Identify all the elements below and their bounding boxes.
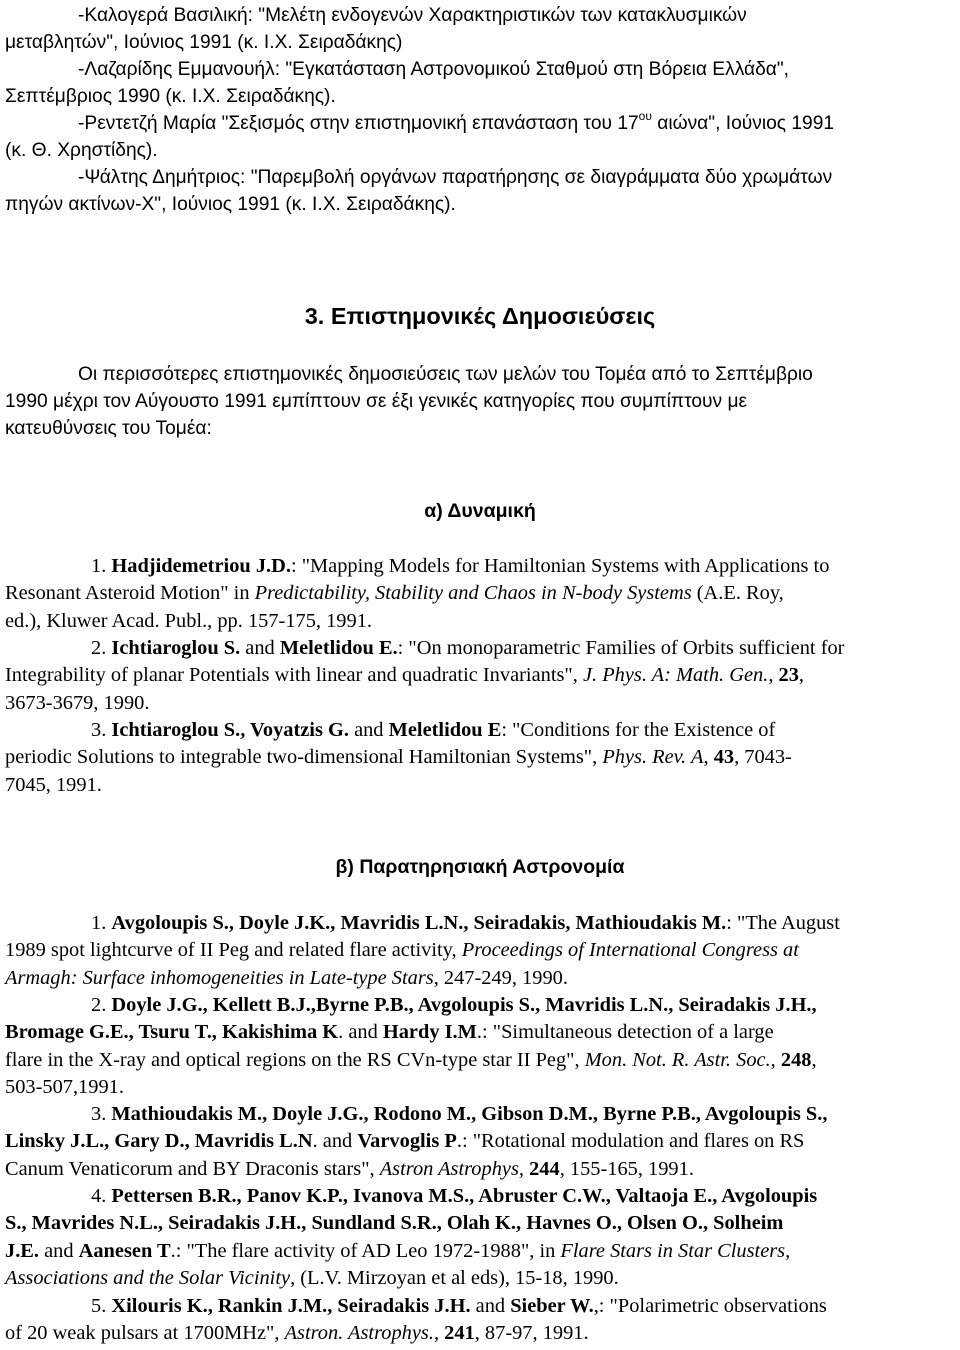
pub-authors: Meletlidou E	[388, 719, 502, 741]
entry-line: μεταβλητών", Ιούνιος 1991 (κ. Ι.Χ. Σειραδάκης)	[5, 32, 403, 53]
pub-source: Phys. Rev. A,	[602, 746, 709, 769]
pub-authors: Sieber W.	[510, 1295, 594, 1317]
pub-text: flare in the X-ray and optical regions on the RS CVn-type star II Peg",	[5, 1048, 585, 1071]
pub-text: , 155-165, 1991.	[559, 1157, 694, 1180]
entry-line: Σεπτέμβριος 1990 (κ. Ι.Χ. Σειραδάκης).	[5, 86, 336, 107]
pub-text: Canum Venaticorum and BY Draconis stars",	[5, 1157, 380, 1180]
pub-text: of 20 weak pulsars at 1700MHz",	[5, 1322, 285, 1345]
pub-source: Proceedings of International Congress at	[461, 939, 799, 962]
pub-authors: Hardy I.M	[382, 1021, 477, 1044]
pub-text: ,	[770, 1048, 781, 1071]
pub-text: (A.E. Roy,	[691, 582, 784, 605]
entry-line: πηγών ακτίνων-Χ", Ιούνιος 1991 (κ. Ι.Χ. Σειραδάκης).	[5, 194, 456, 215]
pub-text: , 87-97, 1991.	[474, 1322, 589, 1345]
entry-line: -Ρεντετζή Μαρία "Σεξισμός στην επιστημονική επανάσταση του 17	[78, 113, 639, 134]
pub-number: 1.	[91, 912, 107, 934]
pub-text: and	[348, 719, 389, 741]
pub-authors: Meletlidou E.	[279, 637, 398, 659]
pub-authors: Mathioudakis M., Doyle J.G., Rodono M., Gibson D.M., Byrne P.B., Avgoloupis S.,	[111, 1103, 828, 1125]
pub-text: ,	[433, 1322, 445, 1345]
publication-entry	[5, 717, 957, 799]
pub-text: and	[240, 637, 280, 659]
pub-text: .: "Simultaneous detection of a large	[476, 1021, 774, 1044]
pub-source: Flare Stars in Star Clusters,	[560, 1239, 791, 1262]
pub-authors: Aanesen T	[78, 1239, 171, 1262]
pub-text: 1989 spot lightcurve of II Peg and related flare activity,	[5, 939, 462, 962]
pub-source: Astron. Astrophys.	[284, 1322, 434, 1345]
pub-authors: S., Mavrides N.L., Seiradakis J.H., Sundland S.R., Olah K., Havnes O., Olsen O., Solheim	[5, 1212, 784, 1235]
pub-text: ed.), Kluwer Acad. Publ., pp. 157-175, 1991.	[5, 609, 372, 632]
pub-source: Armagh: Surface inhomogeneities in Late-type Stars	[5, 966, 434, 989]
subsection-title-dynamics: α) Δυναμική	[424, 500, 536, 522]
pub-text: ,	[811, 1048, 817, 1071]
pub-authors: Doyle J.G., Kellett B.J.,Byrne P.B., Avgoloupis S., Mavridis L.N., Seiradakis J.H.,	[111, 994, 817, 1016]
pub-authors: Varvoglis P	[357, 1130, 457, 1153]
pub-text: .: "Rotational modulation and flares on RS	[456, 1130, 805, 1153]
pub-authors: Bromage G.E., Tsuru T., Kakishima K	[5, 1021, 339, 1044]
pub-source: J. Phys. A: Math. Gen.	[582, 664, 769, 687]
pub-authors: Avgoloupis S., Doyle J.K., Mavridis L.N., Seiradakis, Mathioudakis M.	[111, 912, 727, 934]
pub-number: 3.	[91, 719, 107, 741]
pub-volume: 241	[444, 1322, 475, 1345]
pub-text: 503-507,1991.	[5, 1076, 124, 1099]
section-title: 3. Επιστημονικές Δημοσιεύσεις	[304, 303, 656, 329]
pub-text: ,	[798, 664, 805, 687]
pub-number: 2.	[91, 994, 107, 1016]
pub-authors: Pettersen B.R., Panov K.P., Ivanova M.S., Abruster C.W., Valtaoja E., Avgoloupis	[111, 1185, 818, 1207]
pub-text: periodic Solutions to integrable two-dimensional Hamiltonian Systems",	[5, 746, 603, 769]
pub-text: : "Mapping Models for Hamiltonian Systems with Applications to	[290, 555, 830, 577]
pub-volume: 43	[713, 746, 735, 769]
entry-line: -Καλογερά Βασιλική: "Μελέτη ενδογενών Χαρακτηριστικών των κατακλυσμικών	[78, 5, 747, 26]
entry-line: -Λαζαρίδης Εμμανουήλ: "Εγκατάσταση Αστρονομικού Σταθμού στη Βόρεια Ελλάδα",	[78, 59, 790, 80]
intro-line: Οι περισσότερες επιστημονικές δημοσιεύσεις των μελών του Τομέα από το Σεπτέμβριο	[78, 364, 813, 385]
pub-text: : "The August	[726, 912, 840, 934]
intro-line: 1990 μέχρι τον Αύγουστο 1991 εμπίπτουν σε έξι γενικές κατηγορίες που συμπίπτουν με	[5, 391, 748, 412]
pub-text: , 247-249, 1990.	[433, 966, 568, 989]
pub-text: 3673-3679, 1990.	[5, 691, 150, 714]
pub-text: Integrability of planar Potentials with linear and quadratic Invariants",	[5, 664, 583, 687]
pub-text: . and	[338, 1021, 383, 1044]
pub-authors: Ichtiaroglou S., Voyatzis G.	[111, 719, 349, 741]
publication-entry	[5, 910, 957, 992]
publication-entry	[5, 553, 957, 635]
pub-text: ,: "Polarimetric observations	[593, 1295, 827, 1317]
pub-text: 7045, 1991.	[5, 773, 102, 796]
pub-number: 2.	[91, 637, 107, 659]
pub-number: 4.	[91, 1185, 107, 1207]
pub-volume: 244	[529, 1157, 560, 1180]
pub-text: Resonant Asteroid Motion" in	[5, 582, 255, 605]
pub-text: ,	[768, 664, 779, 687]
pub-authors: J.E.	[5, 1239, 39, 1262]
publication-entry	[5, 1183, 957, 1293]
pub-text: : "On monoparametric Families of Orbits sufficient for	[397, 637, 845, 659]
publication-entry	[5, 1293, 957, 1348]
pub-volume: 248	[780, 1048, 812, 1071]
pub-text: and	[39, 1239, 79, 1262]
pub-source: Associations and the Solar Vicinity	[5, 1267, 291, 1290]
pub-text: . and	[312, 1130, 358, 1153]
pub-source: Astron Astrophys,	[379, 1157, 524, 1180]
pub-number: 3.	[91, 1103, 107, 1125]
entry-line: αιώνα", Ιούνιος 1991	[651, 113, 835, 134]
pub-text: , (L.V. Mirzoyan et al eds), 15-18, 1990.	[290, 1267, 619, 1290]
pub-authors: Ichtiaroglou S.	[111, 637, 241, 659]
pub-authors: Hadjidemetriou J.D.	[111, 555, 291, 577]
publication-entry	[5, 635, 957, 717]
publication-entry	[5, 992, 957, 1102]
pub-volume: 23	[778, 664, 799, 687]
pub-number: 1.	[91, 555, 107, 577]
thesis-entry	[5, 164, 957, 218]
pub-text: .: "The flare activity of AD Leo 1972-1988", in	[170, 1239, 561, 1262]
thesis-entry	[5, 2, 957, 56]
publication-entry	[5, 1101, 957, 1183]
superscript: ου	[638, 109, 652, 123]
intro-line: κατευθύνσεις του Τομέα:	[5, 418, 212, 439]
pub-number: 5.	[91, 1295, 107, 1317]
pub-source: Predictability, Stability and Chaos in N-body Systems	[254, 582, 692, 605]
pub-text: : "Conditions for the Existence of	[501, 719, 776, 741]
pub-text: and	[470, 1295, 511, 1317]
thesis-entry	[5, 110, 957, 164]
pub-authors: Linsky J.L., Gary D., Mavridis L.N	[5, 1130, 313, 1153]
pub-text: , 7043-	[734, 746, 792, 769]
entry-line: (κ. Θ. Χρηστίδης).	[5, 140, 158, 161]
entry-line: -Ψάλτης Δημήτριος: "Παρεμβολή οργάνων παρατήρησης σε διαγράμματα δύο χρωμάτων	[78, 167, 833, 188]
pub-source: Mon. Not. R. Astr. Soc.	[584, 1048, 771, 1071]
intro-paragraph	[5, 361, 957, 442]
subsection-title-observational: β) Παρατηρησιακή Αστρονομία	[335, 856, 625, 878]
pub-authors: Xilouris K., Rankin J.M., Seiradakis J.H.	[111, 1295, 471, 1317]
thesis-entry	[5, 56, 957, 110]
